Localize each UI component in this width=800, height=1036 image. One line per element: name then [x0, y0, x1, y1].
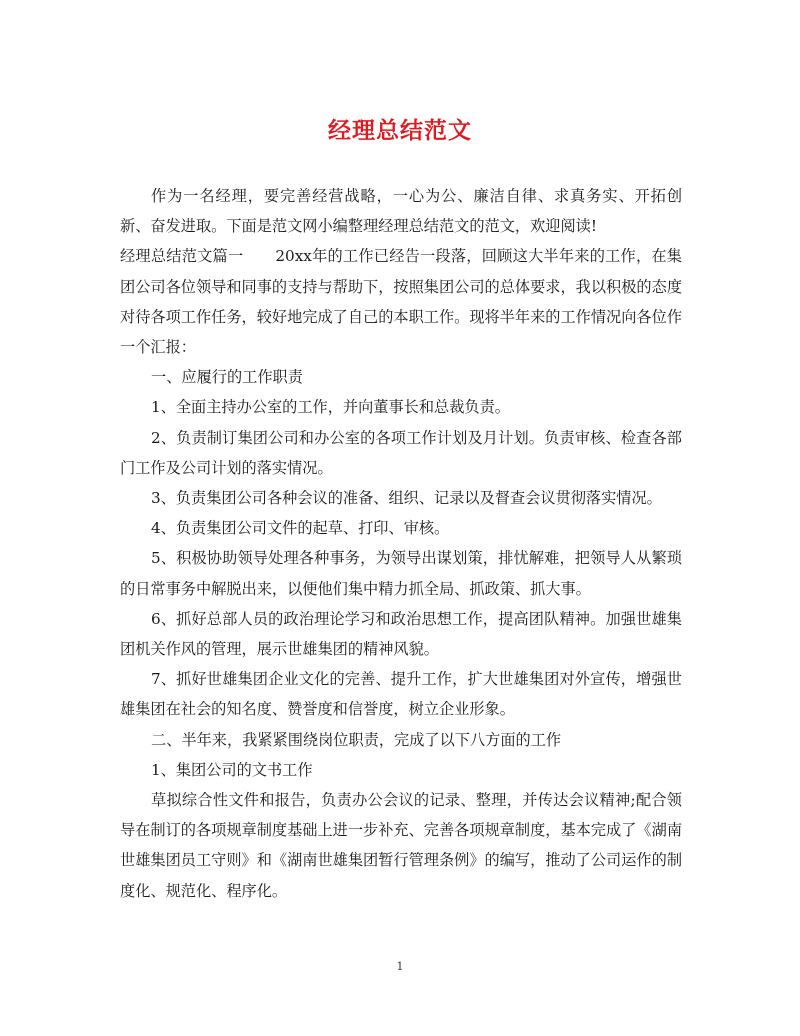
article-lead-paragraph [120, 241, 682, 362]
intro-paragraph: 作为一名经理，要完善经营战略，一心为公、廉洁自律、求真务实、开拓创新、奋发进取。下面是范文网小编整理经理总结范文的范文，欢迎阅读! [120, 187, 682, 236]
section-heading-achievements: 二、半年来，我紧紧围绕岗位职责，完成了以下八方面的工作 [151, 730, 562, 749]
subsection-body-documents: 草拟综合性文件和报告，负责办公会议的记录、整理，并传达会议精神;配合领导在制订的各项规章制度基础上进一步补充、完善各项规章制度，基本完成了《湖南世雄集团员工守则》和《湖南世雄集团暂行管理条例》的编写，推动了公司运作的制度化、规范化、程序化。 [120, 791, 682, 900]
duty-item: 4、负责集团公司文件的起草、打印、审核。 [151, 519, 450, 538]
duty-item: 3、负责集团公司各种会议的准备、组织、记录以及督查会议贯彻落实情况。 [151, 489, 662, 508]
document-body [120, 181, 682, 906]
article-lead-text: 20xx年的工作已经告一段落，回顾这大半年来的工作，在集团公司各位领导和同事的支持与帮助下，按照集团公司的总体要求，我以积极的态度对待各项工作任务，较好地完成了自己的本职工作。现将半年来的工作情况向各位作一个汇报： [120, 247, 682, 357]
subsection-heading-documents: 1、集团公司的文书工作 [151, 760, 313, 779]
duty-item: 1、全面主持办公室的工作，并向董事长和总裁负责。 [151, 398, 510, 417]
duty-item: 6、抓好总部人员的政治理论学习和政治思想工作，提高团队精神。加强世雄集团机关作风的管理，展示世雄集团的精神风貌。 [120, 609, 682, 659]
duty-item: 5、积极协助领导处理各种事务，为领导出谋划策，排忧解难，把领导人从繁琐的日常事务中解脱出来，以便他们集中精力抓全局、抓政策、抓大事。 [120, 549, 682, 598]
article-label: 经理总结范文篇一 [120, 247, 244, 266]
page-number: 1 [396, 960, 404, 973]
duty-item: 7、抓好世雄集团企业文化的完善、提升工作，扩大世雄集团对外宣传，增强世雄集团在社会的知名度、赞誉度和信誉度，树立企业形象。 [120, 670, 682, 719]
duty-item: 2、负责制订集团公司和办公室的各项工作计划及月计划。负责审核、检查各部门工作及公司计划的落实情况。 [120, 428, 682, 477]
document-title: 经理总结范文 [328, 117, 472, 144]
section-heading-duties: 一、应履行的工作职责 [151, 368, 303, 387]
